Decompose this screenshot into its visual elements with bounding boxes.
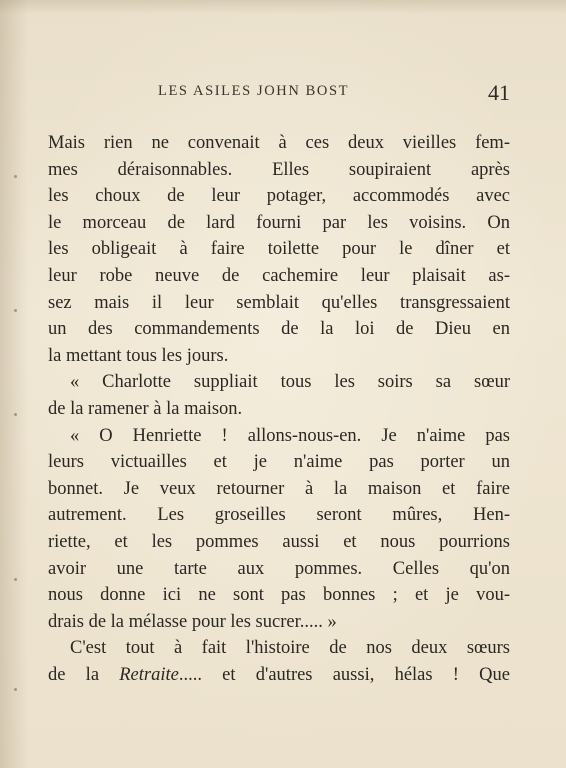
text-line: « Charlotte suppliait tous les soirs sa sœur bbox=[70, 372, 510, 393]
italic-word: Retraite bbox=[119, 664, 179, 685]
text-line: de la Retraite..... et d'autres aussi, hélas ! Que bbox=[48, 664, 510, 685]
margin-speck bbox=[14, 688, 17, 691]
text-line: mes déraisonnables. Elles soupiraient après bbox=[48, 159, 510, 180]
text-line: drais de la mélasse pour les sucrer..... » bbox=[48, 611, 337, 632]
page-top-shadow bbox=[0, 0, 566, 14]
text-line: leur robe neuve de cachemire leur plaisait as- bbox=[48, 265, 510, 286]
page-number: 41 bbox=[488, 80, 510, 105]
text-line: nous donne ici ne sont pas bonnes ; et je vou- bbox=[48, 585, 510, 606]
body-text bbox=[48, 130, 510, 688]
text-line: un des commandements de la loi de Dieu en bbox=[48, 319, 510, 340]
text-line: de la ramener à la maison. bbox=[48, 398, 243, 419]
margin-speck bbox=[14, 578, 17, 581]
text-line: les obligeait à faire toilette pour le dîner et bbox=[48, 239, 510, 260]
text-line: bonnet. Je veux retourner à la maison et faire bbox=[48, 478, 510, 499]
margin-speck bbox=[14, 413, 17, 416]
text-line: autrement. Les groseilles seront mûres, Hen- bbox=[48, 505, 510, 526]
text-line: les choux de leur potager, accommodés avec bbox=[48, 186, 510, 207]
margin-speck bbox=[14, 309, 17, 312]
text-line: avoir une tarte aux pommes. Celles qu'on bbox=[48, 558, 510, 579]
running-head: LES ASILES JOHN BOST bbox=[158, 83, 350, 99]
text-line: la mettant tous les jours. bbox=[48, 345, 229, 366]
text-line: C'est tout à fait l'histoire de nos deux sœurs bbox=[70, 638, 510, 659]
text-line: le morceau de lard fourni par les voisins. On bbox=[48, 212, 510, 233]
text-line: riette, et les pommes aussi et nous pourrions bbox=[48, 531, 510, 552]
text-line: leurs victuailles et je n'aime pas porter un bbox=[48, 452, 510, 473]
margin-speck bbox=[14, 175, 17, 178]
text-line: « O Henriette ! allons-nous-en. Je n'aime pas bbox=[70, 425, 510, 446]
page-edge-shadow bbox=[0, 0, 28, 768]
page-header bbox=[48, 80, 510, 110]
text-line: sez mais il leur semblait qu'elles transgressaient bbox=[48, 292, 510, 313]
text-line: Mais rien ne convenait à ces deux vieilles fem- bbox=[48, 133, 510, 153]
